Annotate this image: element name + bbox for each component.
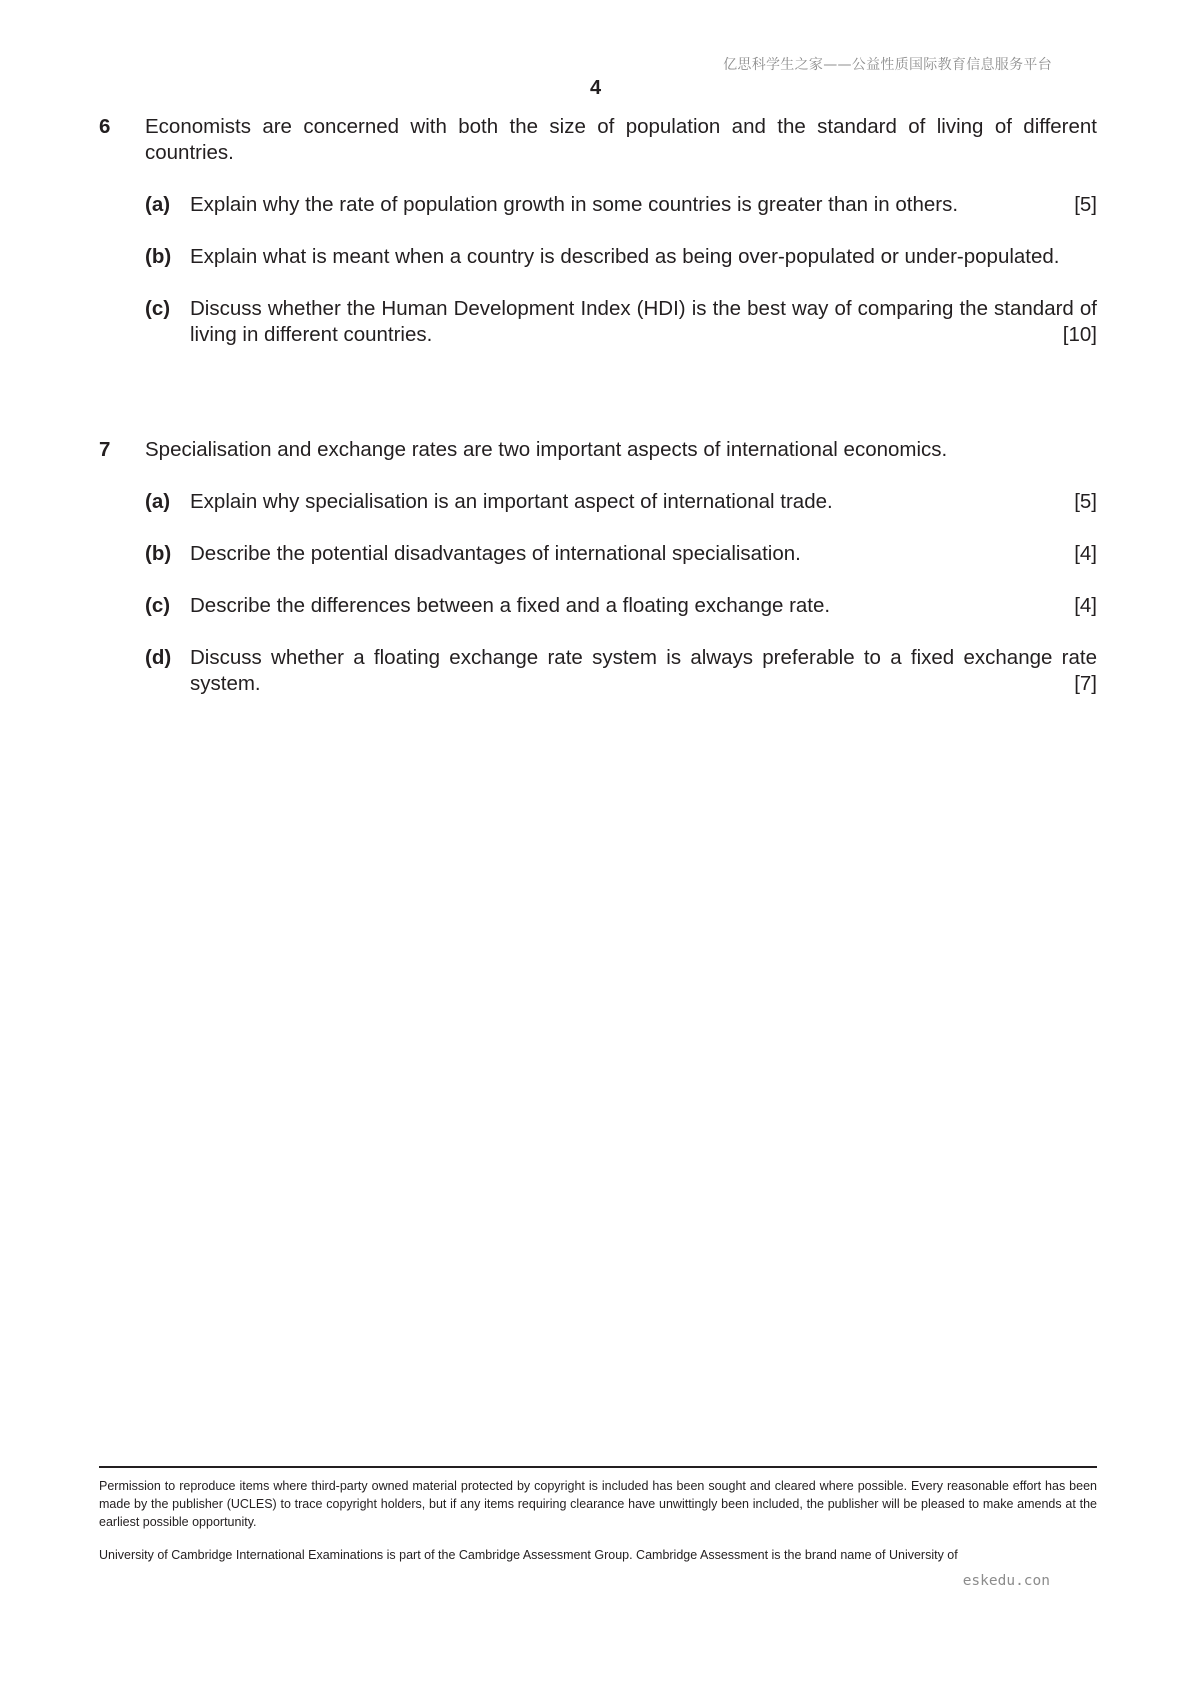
question-number: 7 [99,438,111,461]
part-body [190,192,1097,218]
part-marks: [7] [1074,672,1097,695]
question-part [145,244,1097,270]
part-body [190,593,1097,619]
question-part [145,192,1097,218]
part-label: (a) [145,490,171,513]
question-stem [99,437,1097,463]
question-part [145,489,1097,515]
part-marks: [5] [1074,193,1097,216]
part-label: (a) [145,193,171,216]
part-marks: [4] [1074,594,1097,617]
question-number: 6 [99,115,111,138]
question-stem [99,114,1097,166]
part-text: Explain why specialisation is an important aspect of international trade. [190,490,833,513]
question-text: Economists are concerned with both the size of population and the standard of living of different countries. [145,115,1097,164]
part-marks: [10] [1062,323,1097,346]
part-text: Explain why the rate of population growth in some countries is greater than in others. [190,193,959,216]
part-body [190,244,1097,270]
part-label: (b) [145,245,172,268]
part-text: Discuss whether the Human Development Index (HDI) is the best way of comparing the standard of living in different countries. [190,297,1097,346]
part-body [190,296,1097,348]
question-part [145,296,1097,348]
part-body [190,645,1097,697]
part-text: Discuss whether a floating exchange rate system is always preferable to a fixed exchange rate system. [190,646,1097,695]
part-label: (b) [145,542,172,565]
footer-permission: Permission to reproduce items where third-party owned material protected by copyright is included has been sought and cleared where possible. Every reasonable effort has been made by the publisher (UCLES) to trace copyright holders, but if any items requiring clearance have unwittingly been included, the publisher will be pleased to make amends at the earliest possible opportunity. [99,1479,1097,1529]
part-text: Describe the potential disadvantages of international specialisation. [190,542,801,565]
part-label: (c) [145,297,171,320]
part-body [190,541,1097,567]
footer-divider [99,1466,1097,1468]
footer-cambridge: University of Cambridge International Examinations is part of the Cambridge Assessment Group. Cambridge Assessment is the brand name of University of [99,1548,958,1562]
part-label: (c) [145,594,171,617]
part-label: (d) [145,646,172,669]
header-watermark: 亿思科学生之家——公益性质国际教育信息服务平台 [723,57,1052,73]
part-marks: [5] [1074,490,1097,513]
question-7 [99,437,1097,697]
question-part [145,645,1097,697]
question-part [145,593,1097,619]
part-text: Explain what is meant when a country is described as being over-populated or under-populated. [190,245,1060,268]
part-text: Describe the differences between a fixed and a floating exchange rate. [190,594,831,617]
question-part [145,541,1097,567]
page-number: 4 [589,77,602,99]
footer-watermark: eskedu.con [962,1573,1050,1589]
question-6 [99,114,1097,348]
question-text: Specialisation and exchange rates are two important aspects of international economics. [145,438,948,461]
part-body [190,489,1097,515]
part-marks: [4] [1074,542,1097,565]
